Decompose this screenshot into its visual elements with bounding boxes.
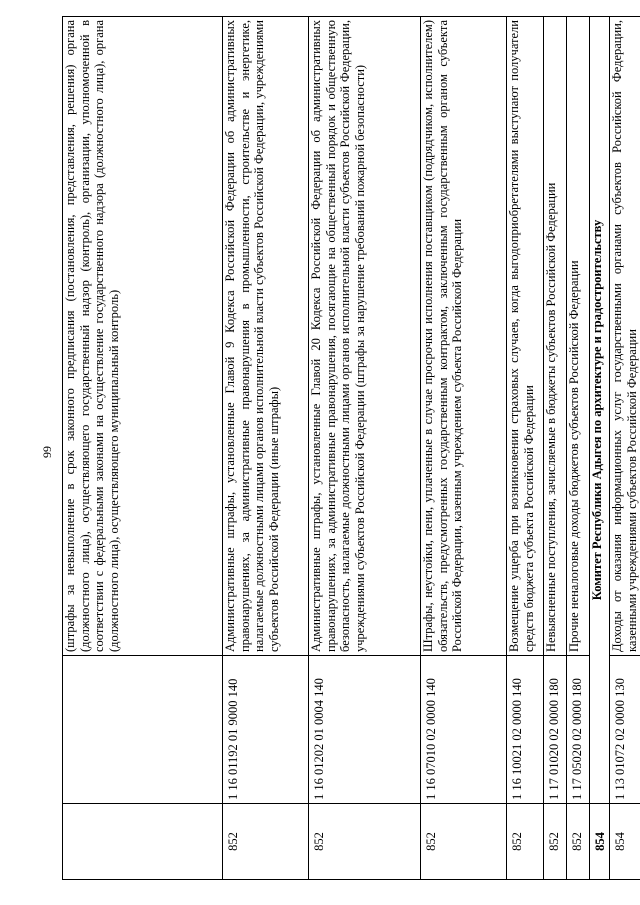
revenue-name: Прочие неналоговые доходы бюджетов субъектов Российской Федерации	[567, 260, 581, 652]
table-row	[63, 17, 223, 880]
revenue-name: Административные штрафы, установленные Главой 9 Кодекса Российской Федерации об административных правонарушениях, за административные правонарушения в промышленности, строительстве и энергетике, налагаемые должностными лицами органов исполнительной власти субъектов Российской Федерации, учреждениями субъектов Российской Федерации (иные штрафы)	[223, 20, 281, 652]
admin-code-cell	[610, 804, 640, 880]
revenue-name-cell	[223, 17, 309, 656]
admin-code: 852	[510, 832, 524, 851]
budget-code-cell	[309, 656, 421, 804]
budget-code-cell	[421, 656, 507, 804]
budget-code-cell	[507, 656, 544, 804]
revenue-name-cell	[63, 17, 223, 656]
table-row	[610, 17, 640, 880]
admin-code: 852	[570, 832, 584, 851]
revenue-codes-table	[62, 16, 640, 880]
revenue-name-cell	[544, 17, 567, 656]
admin-code-cell	[544, 804, 567, 880]
admin-code-cell	[223, 804, 309, 880]
rotated-page-frame	[62, 17, 639, 880]
budget-code: 1 13 01072 02 0000 130	[613, 678, 627, 800]
admin-code: 854	[593, 832, 607, 851]
admin-code: 852	[547, 832, 561, 851]
table-row	[507, 17, 544, 880]
revenue-name: (штрафы за невыполнение в срок законного предписания (постановления, представления, решения) органа (должностного лица), осуществляющего государственный надзор (контроль), организации, уполномоченной в соответствии с федеральными законами на осуществление государственного надзора (должностного лица), органа (должностного лица), осуществляющего муниципальный контроль)	[63, 20, 121, 652]
revenue-name: Доходы от оказания информационных услуг государственными органами субъектов Российской Федерации, казенными учреждениями субъектов Российской Федерации	[610, 20, 639, 652]
budget-code: 1 16 10021 02 0000 140	[510, 678, 524, 800]
revenue-name: Штрафы, неустойки, пени, уплаченные в случае просрочки исполнения поставщиком (подрядчиком, исполнителем) обязательств, предусмотренных государственным контрактом, заключенным государственным органом субъекта Российской Федерации, казенным учреждением субъекта Российской Федерации	[421, 20, 464, 652]
budget-code-cell	[63, 656, 223, 804]
budget-code: 1 17 01020 02 0000 180	[547, 678, 561, 800]
admin-code-cell	[590, 804, 610, 880]
section-header-row	[590, 17, 610, 880]
revenue-name: Невыясненные поступления, зачисляемые в бюджеты субъектов Российской Федерации	[544, 182, 558, 652]
budget-code: 1 16 01202 01 0004 140	[312, 678, 326, 800]
page-number: 99	[40, 446, 54, 458]
admin-code: 852	[226, 832, 240, 851]
table-row	[544, 17, 567, 880]
section-title-cell	[590, 17, 610, 804]
table-row	[421, 17, 507, 880]
table-row	[223, 17, 309, 880]
revenue-name-cell	[567, 17, 590, 656]
revenue-name-cell	[421, 17, 507, 656]
admin-code: 854	[613, 832, 627, 851]
admin-code-cell	[567, 804, 590, 880]
budget-code-cell	[610, 656, 640, 804]
admin-code-cell	[63, 804, 223, 880]
table-row	[309, 17, 421, 880]
budget-code-cell	[544, 656, 567, 804]
admin-code: 852	[424, 832, 438, 851]
budget-code: 1 17 05020 02 0000 180	[570, 678, 584, 800]
revenue-name-cell	[507, 17, 544, 656]
table-body	[63, 17, 640, 880]
budget-code: 1 16 01192 01 9000 140	[226, 678, 240, 800]
section-title: Комитет Республики Адыгея по архитектуре и градостроительству	[590, 219, 604, 601]
admin-code: 852	[312, 832, 326, 851]
revenue-name: Возмещение ущерба при возникновении страховых случаев, когда выгодоприобретателями выступают получатели средств бюджета субъекта Российской Федерации	[507, 20, 536, 652]
budget-code: 1 16 07010 02 0000 140	[424, 678, 438, 800]
budget-code-cell	[567, 656, 590, 804]
table-row	[567, 17, 590, 880]
revenue-name: Административные штрафы, установленные Главой 20 Кодекса Российской Федерации об административных правонарушениях, за административные правонарушения, посягающие на общественный порядок и общественную безопасность, налагаемые должностными лицами органов исполнительной власти субъектов Российской Федерации, учреждениями субъектов Российской Федерации (штрафы за нарушение требований пожарной безопасности)	[309, 20, 367, 652]
admin-code-cell	[507, 804, 544, 880]
revenue-name-cell	[610, 17, 640, 656]
budget-code-cell	[223, 656, 309, 804]
admin-code-cell	[421, 804, 507, 880]
admin-code-cell	[309, 804, 421, 880]
revenue-name-cell	[309, 17, 421, 656]
